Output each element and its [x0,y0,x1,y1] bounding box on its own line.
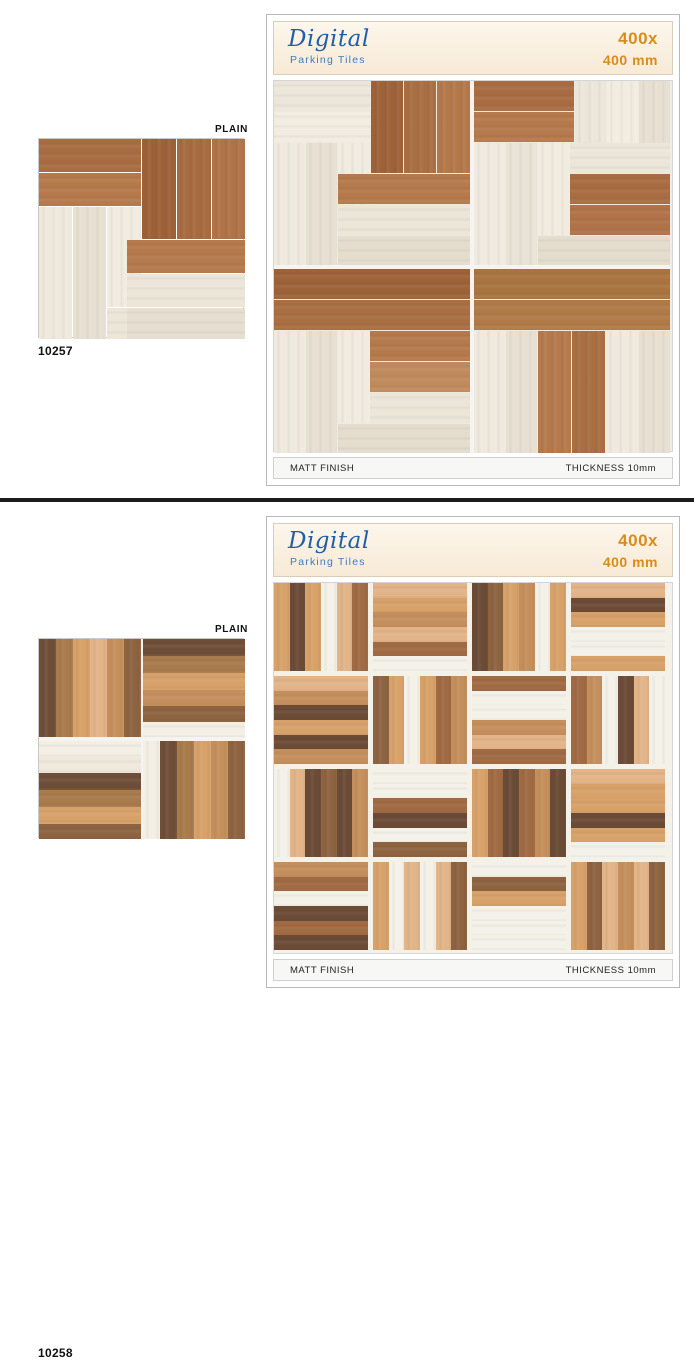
plank [571,612,665,627]
plank [519,583,535,671]
plank [474,143,505,265]
plank [550,583,566,671]
brand-name: Digital [288,26,370,52]
sample-code-10258: 10258 [38,1346,73,1360]
grout-line [39,737,245,741]
tile-preview-cell [472,676,566,764]
tile-preview-cell [373,583,467,671]
plank [290,583,306,671]
plank [127,240,245,273]
plank [274,720,368,735]
plank [488,583,504,671]
plank [274,705,368,720]
plank [39,639,56,737]
plank [228,741,245,839]
plank [107,308,127,339]
plank [587,862,603,950]
plank [639,331,670,453]
plank [606,331,638,453]
plank [39,773,141,790]
plank [634,862,650,950]
plank [472,720,566,735]
plank [474,331,505,453]
plank [472,877,566,892]
plank [472,583,488,671]
plank [306,143,337,265]
size-height-label: 400 mm [602,554,658,570]
plank [142,139,176,239]
tile-preview-cell [274,583,368,671]
plank [143,706,245,722]
plank [602,676,618,764]
plank [90,639,107,737]
plank [274,300,470,330]
plank [274,862,368,877]
catalog-panel-bottom [0,502,694,1360]
plank [451,676,467,764]
plank [373,627,467,642]
plank [472,749,566,764]
plank [143,673,245,690]
plank [420,862,436,950]
card-footer-top [273,457,673,479]
plank [571,784,665,799]
plank [143,690,245,706]
plank [127,308,245,339]
brand-name: Digital [288,528,370,554]
plank [389,862,405,950]
sample-code-10257: 10257 [38,344,73,358]
grout-line [274,265,670,269]
plank [370,362,470,392]
tile-preview-cell [274,676,368,764]
plank [274,921,368,936]
tile-preview-cell [474,269,670,453]
plank [519,769,535,857]
tile-preview-cell [373,862,467,950]
plank [634,676,650,764]
plank [274,583,290,671]
tile-preview-cell [571,862,665,950]
plank [371,81,403,173]
plank [107,639,124,737]
plank [538,331,571,453]
plank [274,769,290,857]
plank [389,676,405,764]
plank [472,906,566,921]
product-card-bottom [266,516,680,988]
plank [503,583,519,671]
plank [618,862,634,950]
tile-preview-cell [274,269,470,453]
sample-block-10258 [0,502,260,1360]
plank [571,828,665,843]
plank [39,807,141,824]
plank [39,173,141,206]
plank [373,769,467,784]
plank [506,331,537,453]
plain-label-bottom: PLAIN [215,624,248,635]
plank [177,741,194,839]
plank [143,722,245,737]
plank [451,862,467,950]
plank [506,143,537,265]
plank [373,676,389,764]
plank [321,769,337,857]
plank [306,331,337,453]
tile-preview-cell [274,862,368,950]
plank [39,139,141,172]
plank [274,891,368,906]
plank [503,769,519,857]
basket-weave-grid [274,583,672,953]
size-height-label: 400 mm [602,52,658,68]
plank [305,583,321,671]
plank [571,676,587,764]
catalog-panel-top [0,0,694,500]
plank [437,81,470,173]
plank [373,862,389,950]
plank [321,583,337,671]
plank [535,583,551,671]
plank [39,757,141,773]
size-width-label: 400x [618,29,658,48]
plank [436,676,452,764]
plank [571,656,665,671]
tile-preview-cell [274,769,368,857]
plank [570,174,670,204]
sample-tile-10257 [38,138,244,338]
plank [39,790,141,807]
plank [274,112,370,142]
plank [472,676,566,691]
plank [124,639,141,737]
plank [274,81,370,111]
plank [56,639,73,737]
plank [274,691,368,706]
plank [474,269,670,299]
brand-subtitle: Parking Tiles [290,54,366,66]
plank [337,769,353,857]
plank [472,691,566,706]
finish-label-bottom: MATT FINISH [290,965,355,976]
plank [571,627,665,642]
plank [338,424,470,453]
tile-preview-cell [472,769,566,857]
plank [571,642,665,657]
plank [649,862,665,950]
plank [373,642,467,657]
plank [194,741,211,839]
plank [488,769,504,857]
plank [370,331,470,361]
plank [127,274,245,307]
tile-preview-cell [373,769,467,857]
plank [404,676,420,764]
plank [373,842,467,857]
product-card-top [266,14,680,486]
tile-preview-cell [571,583,665,671]
plank [420,676,436,764]
plank [274,269,470,299]
size-width-label: 400x [618,531,658,550]
plank [373,598,467,613]
plank [373,813,467,828]
plank [538,143,570,235]
plank [571,842,665,857]
plank [211,741,228,839]
sample-tile-10258 [38,638,244,838]
plank [352,769,368,857]
plank [472,921,566,936]
plank [337,583,353,671]
plank [274,676,368,691]
card-footer-bottom [273,959,673,981]
plank [39,824,141,839]
finish-label-top: MATT FINISH [290,463,355,474]
plank [338,331,370,423]
plank [472,935,566,950]
plank [474,81,574,111]
plank [73,639,90,737]
card-tile-preview-top [273,80,673,452]
plank [571,813,665,828]
plank [352,583,368,671]
plank [436,862,452,950]
plank [177,139,211,239]
plank [305,769,321,857]
thickness-label-top: THICKNESS 10mm [565,463,656,474]
plank [602,862,618,950]
plank [338,205,470,235]
plank [143,656,245,673]
plank [474,300,670,330]
tile-preview-cell [474,81,670,265]
plank [571,769,665,784]
plank [290,769,306,857]
plank [39,741,141,757]
plank [572,331,605,453]
plank [404,81,436,173]
plank [274,143,305,265]
plank [212,139,245,239]
plank [472,769,488,857]
tile-preview-cell [571,676,665,764]
plank [587,676,603,764]
plank [373,583,467,598]
plank [570,143,670,173]
plank [618,676,634,764]
plank [571,798,665,813]
plank [571,598,665,613]
tile-preview-cell [571,769,665,857]
plank [649,676,665,764]
plank [550,769,566,857]
plank [274,877,368,892]
plank [274,331,305,453]
plank [373,784,467,799]
card-header-bottom [273,523,673,577]
plank [274,749,368,764]
plank [39,207,72,339]
plank [338,174,470,204]
thickness-label-bottom: THICKNESS 10mm [565,965,656,976]
plank [472,705,566,720]
plank [338,236,470,265]
plank [274,735,368,750]
plank [73,207,106,339]
plank [570,205,670,235]
tile-preview-cell [472,583,566,671]
plank [373,798,467,813]
plank [472,862,566,877]
plank [274,906,368,921]
plank [373,656,467,671]
plank [404,862,420,950]
tile-preview-cell [274,81,470,265]
brand-subtitle: Parking Tiles [290,556,366,568]
plank [472,891,566,906]
plank [160,741,177,839]
plank [571,583,665,598]
plank [535,769,551,857]
plank [472,735,566,750]
plank [571,862,587,950]
plank [274,935,368,950]
plank [143,639,245,656]
sample-block-10257 [0,0,260,500]
plank [143,741,160,839]
plank [373,828,467,843]
plain-label-top: PLAIN [215,124,248,135]
card-header-top [273,21,673,75]
plank [373,612,467,627]
plank [474,112,574,142]
plank [370,393,470,423]
tile-preview-cell [472,862,566,950]
card-tile-preview-bottom [273,582,673,954]
plank [538,236,670,265]
tile-preview-cell [373,676,467,764]
